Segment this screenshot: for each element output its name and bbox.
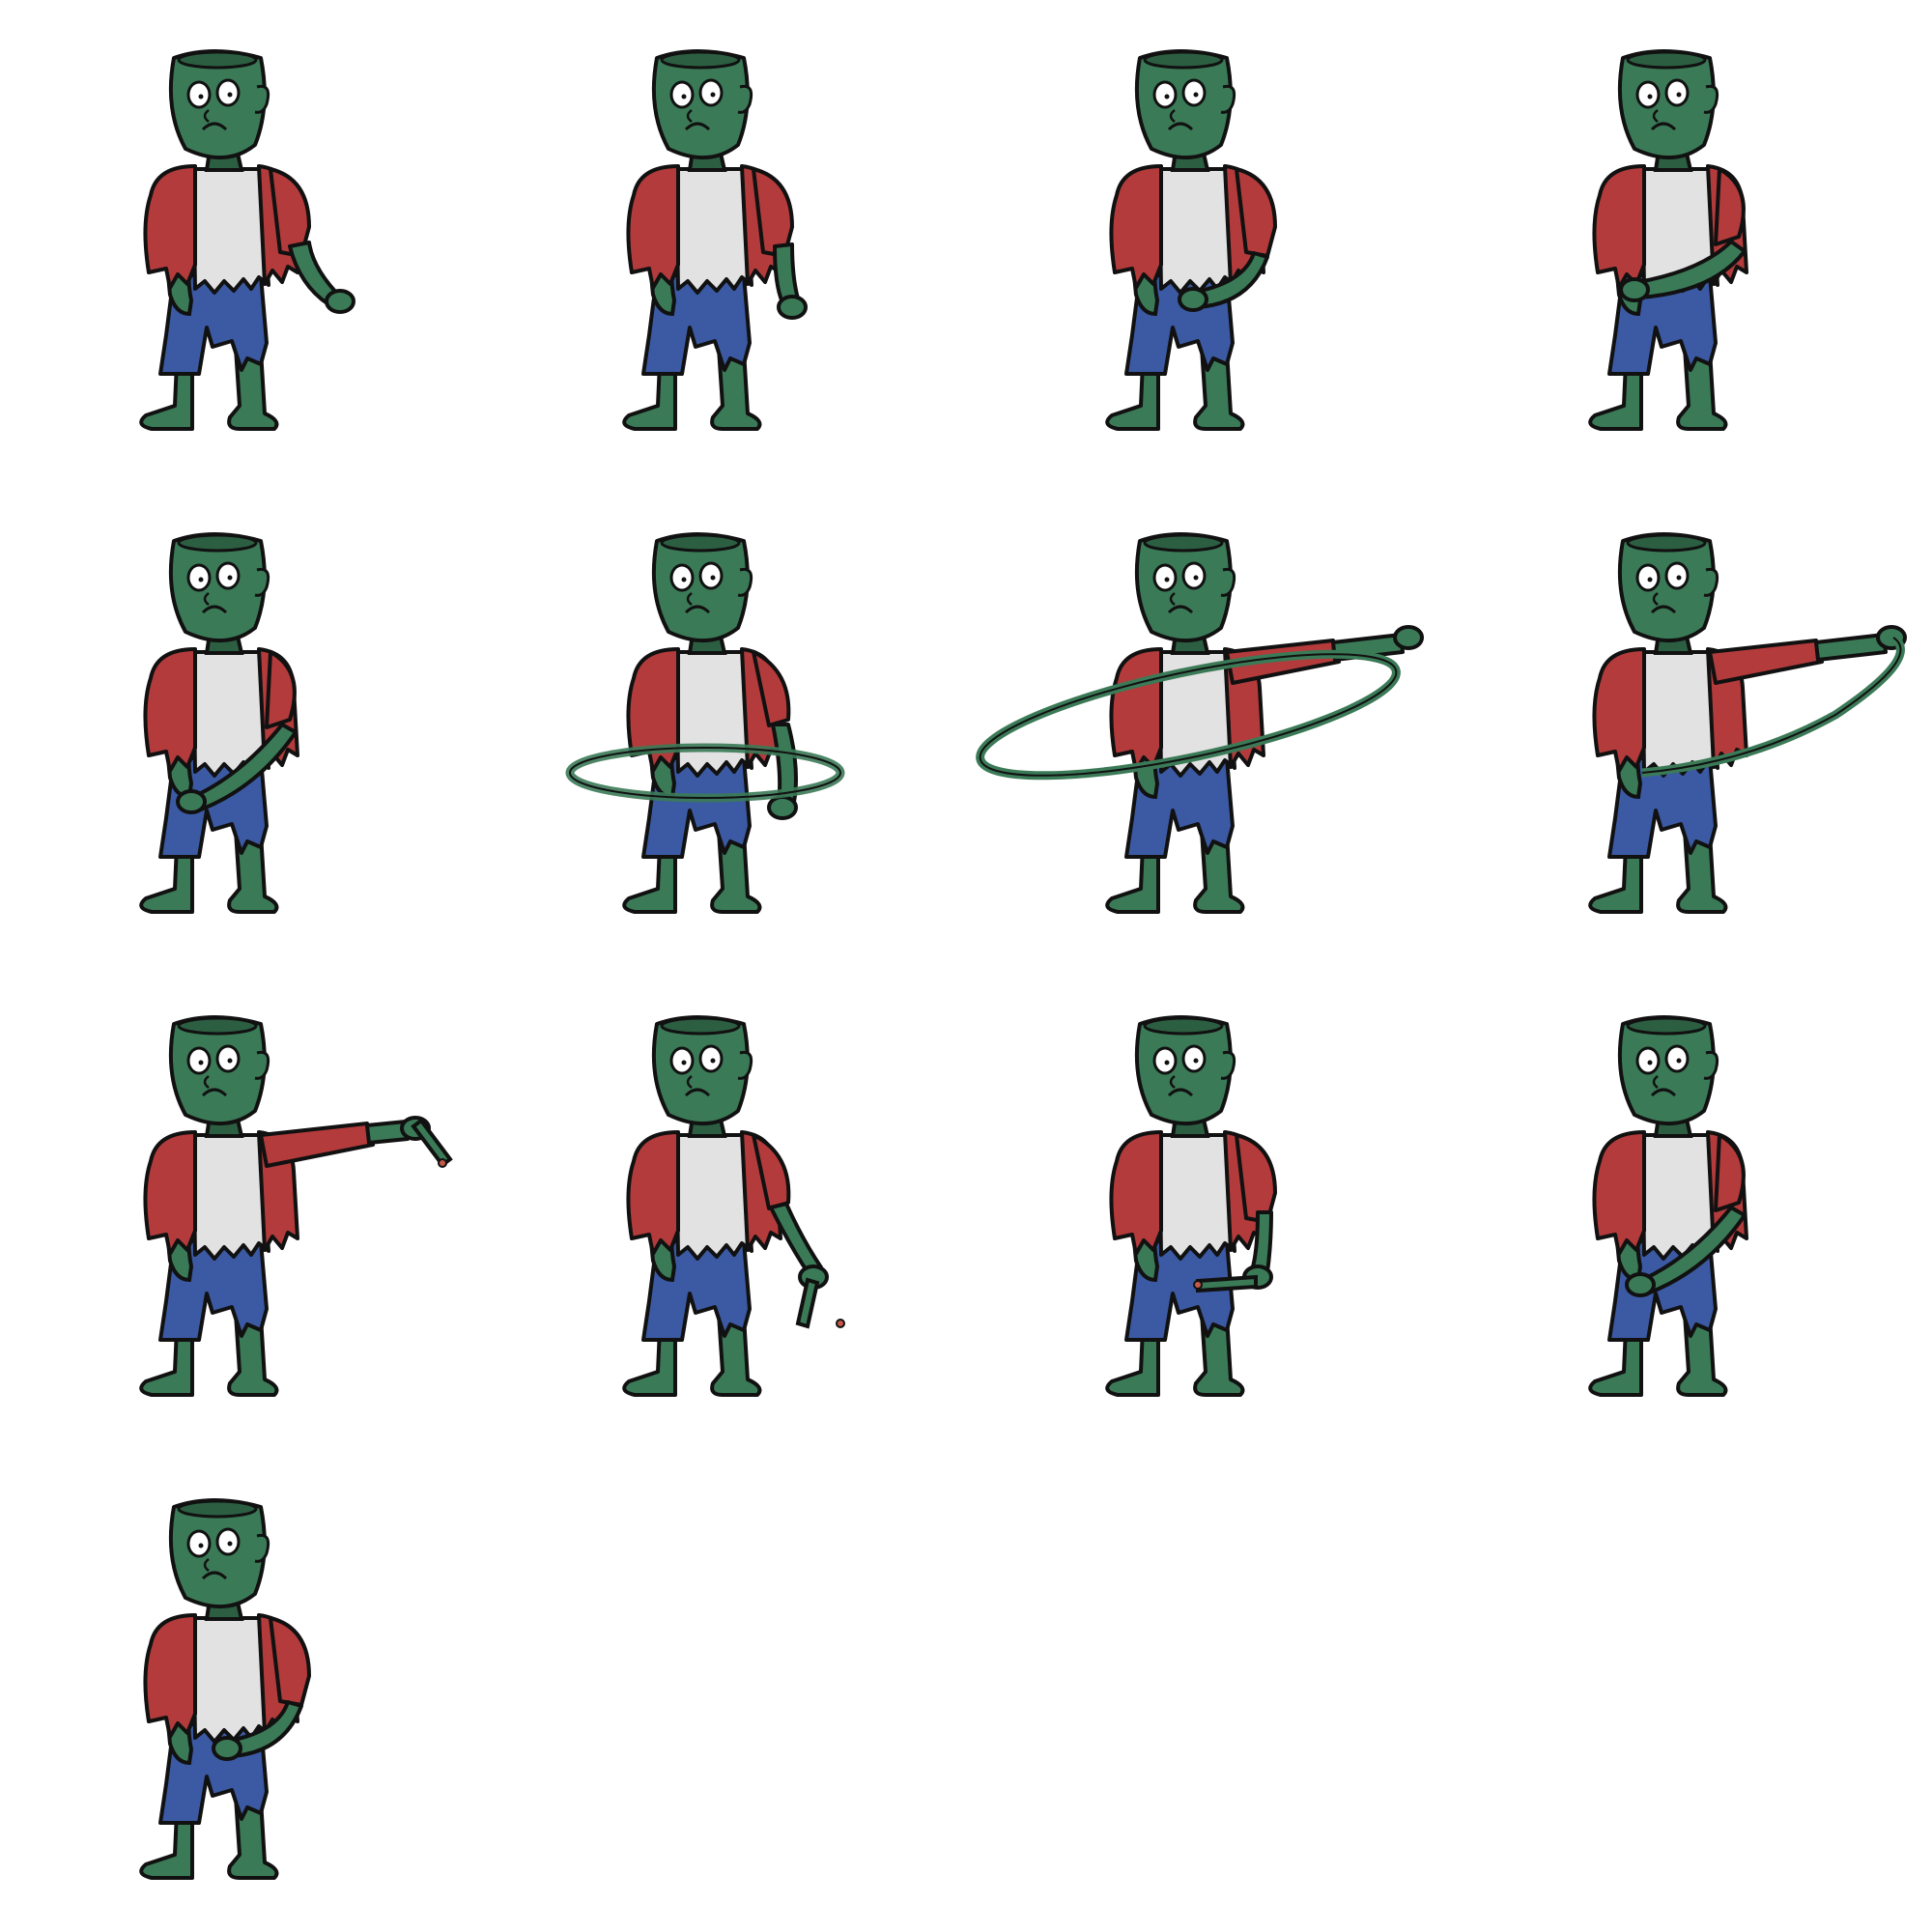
left-pupil	[1648, 1061, 1653, 1065]
shirt	[193, 1618, 269, 1742]
sprite-frame-9	[0, 966, 483, 1449]
sprite-frame-7	[966, 483, 1449, 966]
right-eye	[1183, 1046, 1205, 1071]
detached-arm	[798, 1280, 817, 1326]
hand	[178, 791, 205, 812]
ear	[738, 86, 752, 112]
left-eye	[1154, 565, 1176, 590]
detached-arm	[1198, 1277, 1256, 1291]
ear	[1704, 569, 1718, 595]
left-eye	[188, 1048, 210, 1073]
zombie-sprite	[1449, 483, 1932, 966]
jacket-left	[628, 1132, 678, 1254]
sprite-frame-12	[1449, 966, 1932, 1449]
zombie-idle-hand-out	[141, 51, 354, 429]
sprite-frame-11	[966, 966, 1449, 1449]
jacket-left	[1594, 1132, 1644, 1254]
right-pupil	[1677, 93, 1682, 98]
right-eye	[700, 80, 722, 105]
right-eye	[217, 80, 239, 105]
shirt	[1159, 1135, 1235, 1259]
left-eye	[188, 1531, 210, 1556]
left-eye	[671, 82, 693, 107]
zombie-arm-detached-throw	[141, 1017, 450, 1395]
right-pupil	[1194, 93, 1199, 98]
head-opening	[662, 535, 739, 551]
left-pupil	[199, 1061, 204, 1065]
zombie-arm-held-low	[1107, 1017, 1275, 1395]
hand	[1179, 289, 1207, 310]
sprite-frame-8	[1449, 483, 1932, 966]
right-pupil	[228, 1059, 233, 1064]
jacket-left	[1594, 649, 1644, 771]
jacket-sleeve	[267, 652, 295, 727]
jacket-left	[145, 1132, 195, 1254]
right-eye	[217, 563, 239, 588]
left-pupil	[1165, 95, 1170, 99]
hand	[327, 291, 354, 312]
head-opening	[662, 52, 739, 68]
head-opening	[1628, 52, 1705, 68]
right-eye	[217, 1529, 239, 1554]
left-pupil	[199, 1544, 204, 1548]
front-arm	[775, 244, 798, 302]
left-eye	[671, 565, 693, 590]
zombie-sprite	[966, 483, 1449, 966]
left-pupil	[1648, 95, 1653, 99]
left-pupil	[199, 95, 204, 99]
head-opening	[179, 535, 256, 551]
right-eye	[1666, 80, 1688, 105]
ear	[1221, 1052, 1235, 1078]
right-eye	[1183, 563, 1205, 588]
zombie-reach-low	[141, 534, 298, 912]
head-opening	[662, 1018, 739, 1034]
ear	[255, 1535, 269, 1561]
left-eye	[188, 82, 210, 107]
shirt	[676, 652, 752, 776]
ear	[255, 1052, 269, 1078]
shirt	[193, 169, 269, 293]
wound-stub	[1194, 1281, 1202, 1289]
left-pupil	[682, 1061, 687, 1065]
head-opening	[179, 52, 256, 68]
jacket-sleeve	[1710, 640, 1822, 683]
sprite-frame-6	[483, 483, 966, 966]
left-pupil	[199, 578, 204, 582]
zombie-sprite	[0, 966, 483, 1449]
hand	[769, 797, 796, 818]
jacket-sleeve	[261, 1123, 373, 1166]
sprite-frame-10	[483, 966, 966, 1449]
zombie-arm-dropping	[624, 1017, 844, 1395]
right-pupil	[1194, 576, 1199, 581]
zombie-idle-hand-hip	[624, 51, 806, 429]
shirt	[676, 169, 752, 293]
right-eye	[217, 1046, 239, 1071]
zombie-sprite	[1449, 0, 1932, 483]
zombie-sprite	[966, 0, 1449, 483]
zombie-sprite	[0, 483, 483, 966]
ear	[1221, 86, 1235, 112]
zombie-sprite	[0, 1449, 483, 1932]
left-eye	[188, 565, 210, 590]
jacket-left	[145, 1615, 195, 1737]
zombie-recover	[1590, 1017, 1747, 1395]
sprite-frame-3	[966, 0, 1449, 483]
right-pupil	[711, 1059, 716, 1064]
zombie-hands-clasped	[1590, 51, 1747, 429]
left-eye	[671, 1048, 693, 1073]
ear	[738, 1052, 752, 1078]
right-pupil	[228, 576, 233, 581]
right-pupil	[711, 576, 716, 581]
sprite-frame-2	[483, 0, 966, 483]
ear	[1704, 86, 1718, 112]
zombie-sprite	[483, 483, 966, 966]
left-eye	[1637, 565, 1659, 590]
zombie-idle-return	[141, 1500, 309, 1878]
sprite-frame-4	[1449, 0, 1932, 483]
sprite-frame-1	[0, 0, 483, 483]
shirt	[193, 1135, 269, 1259]
ear	[255, 569, 269, 595]
left-pupil	[1165, 578, 1170, 582]
head-opening	[179, 1501, 256, 1517]
jacket-left	[1111, 649, 1161, 771]
jacket-left	[145, 166, 195, 288]
front-arm	[1816, 635, 1886, 660]
detached-arm	[413, 1121, 450, 1165]
zombie-sprite	[1449, 966, 1932, 1449]
left-eye	[1154, 82, 1176, 107]
hand	[779, 297, 806, 318]
zombie-sprite	[0, 0, 483, 483]
head-opening	[1145, 52, 1222, 68]
left-pupil	[1165, 1061, 1170, 1065]
right-eye	[700, 563, 722, 588]
right-pupil	[228, 1542, 233, 1547]
right-eye	[1666, 1046, 1688, 1071]
ear	[1221, 569, 1235, 595]
jacket-sleeve	[1716, 1135, 1744, 1210]
right-pupil	[1677, 576, 1682, 581]
jacket-left	[1594, 166, 1644, 288]
ear	[738, 569, 752, 595]
zombie-sprite	[483, 966, 966, 1449]
right-eye	[1666, 563, 1688, 588]
shirt	[1159, 169, 1235, 293]
head-opening	[179, 1018, 256, 1034]
zombie-hand-to-belly	[1107, 51, 1275, 429]
left-pupil	[682, 95, 687, 99]
head-opening	[1145, 535, 1222, 551]
shirt	[1642, 652, 1718, 776]
left-pupil	[682, 578, 687, 582]
ear	[1704, 1052, 1718, 1078]
zombie-swing-mid	[972, 534, 1422, 912]
left-eye	[1154, 1048, 1176, 1073]
right-pupil	[1194, 1059, 1199, 1064]
jacket-left	[1111, 166, 1161, 288]
zombie-sprite	[483, 0, 966, 483]
jacket-sleeve	[1716, 169, 1744, 244]
jacket-left	[1111, 1132, 1161, 1254]
hand	[1627, 1274, 1654, 1295]
jacket-left	[628, 166, 678, 288]
sprite-frame-5	[0, 483, 483, 966]
right-eye	[700, 1046, 722, 1071]
head-opening	[1628, 1018, 1705, 1034]
left-eye	[1637, 82, 1659, 107]
zombie-swing-follow	[1590, 534, 1905, 912]
wound-stub	[439, 1159, 446, 1167]
left-eye	[1637, 1048, 1659, 1073]
left-pupil	[1648, 578, 1653, 582]
head-opening	[1145, 1018, 1222, 1034]
shirt	[676, 1135, 752, 1259]
right-eye	[1183, 80, 1205, 105]
hand	[1621, 279, 1648, 300]
jacket-left	[145, 649, 195, 771]
right-pupil	[228, 93, 233, 98]
wound-stub	[837, 1320, 844, 1327]
sprite-frame-13	[0, 1449, 483, 1932]
hand	[213, 1738, 241, 1759]
right-pupil	[711, 93, 716, 98]
zombie-sprite	[966, 966, 1449, 1449]
ear	[255, 86, 269, 112]
zombie-swing-start	[570, 534, 840, 912]
hand	[1395, 627, 1422, 648]
head-opening	[1628, 535, 1705, 551]
right-pupil	[1677, 1059, 1682, 1064]
